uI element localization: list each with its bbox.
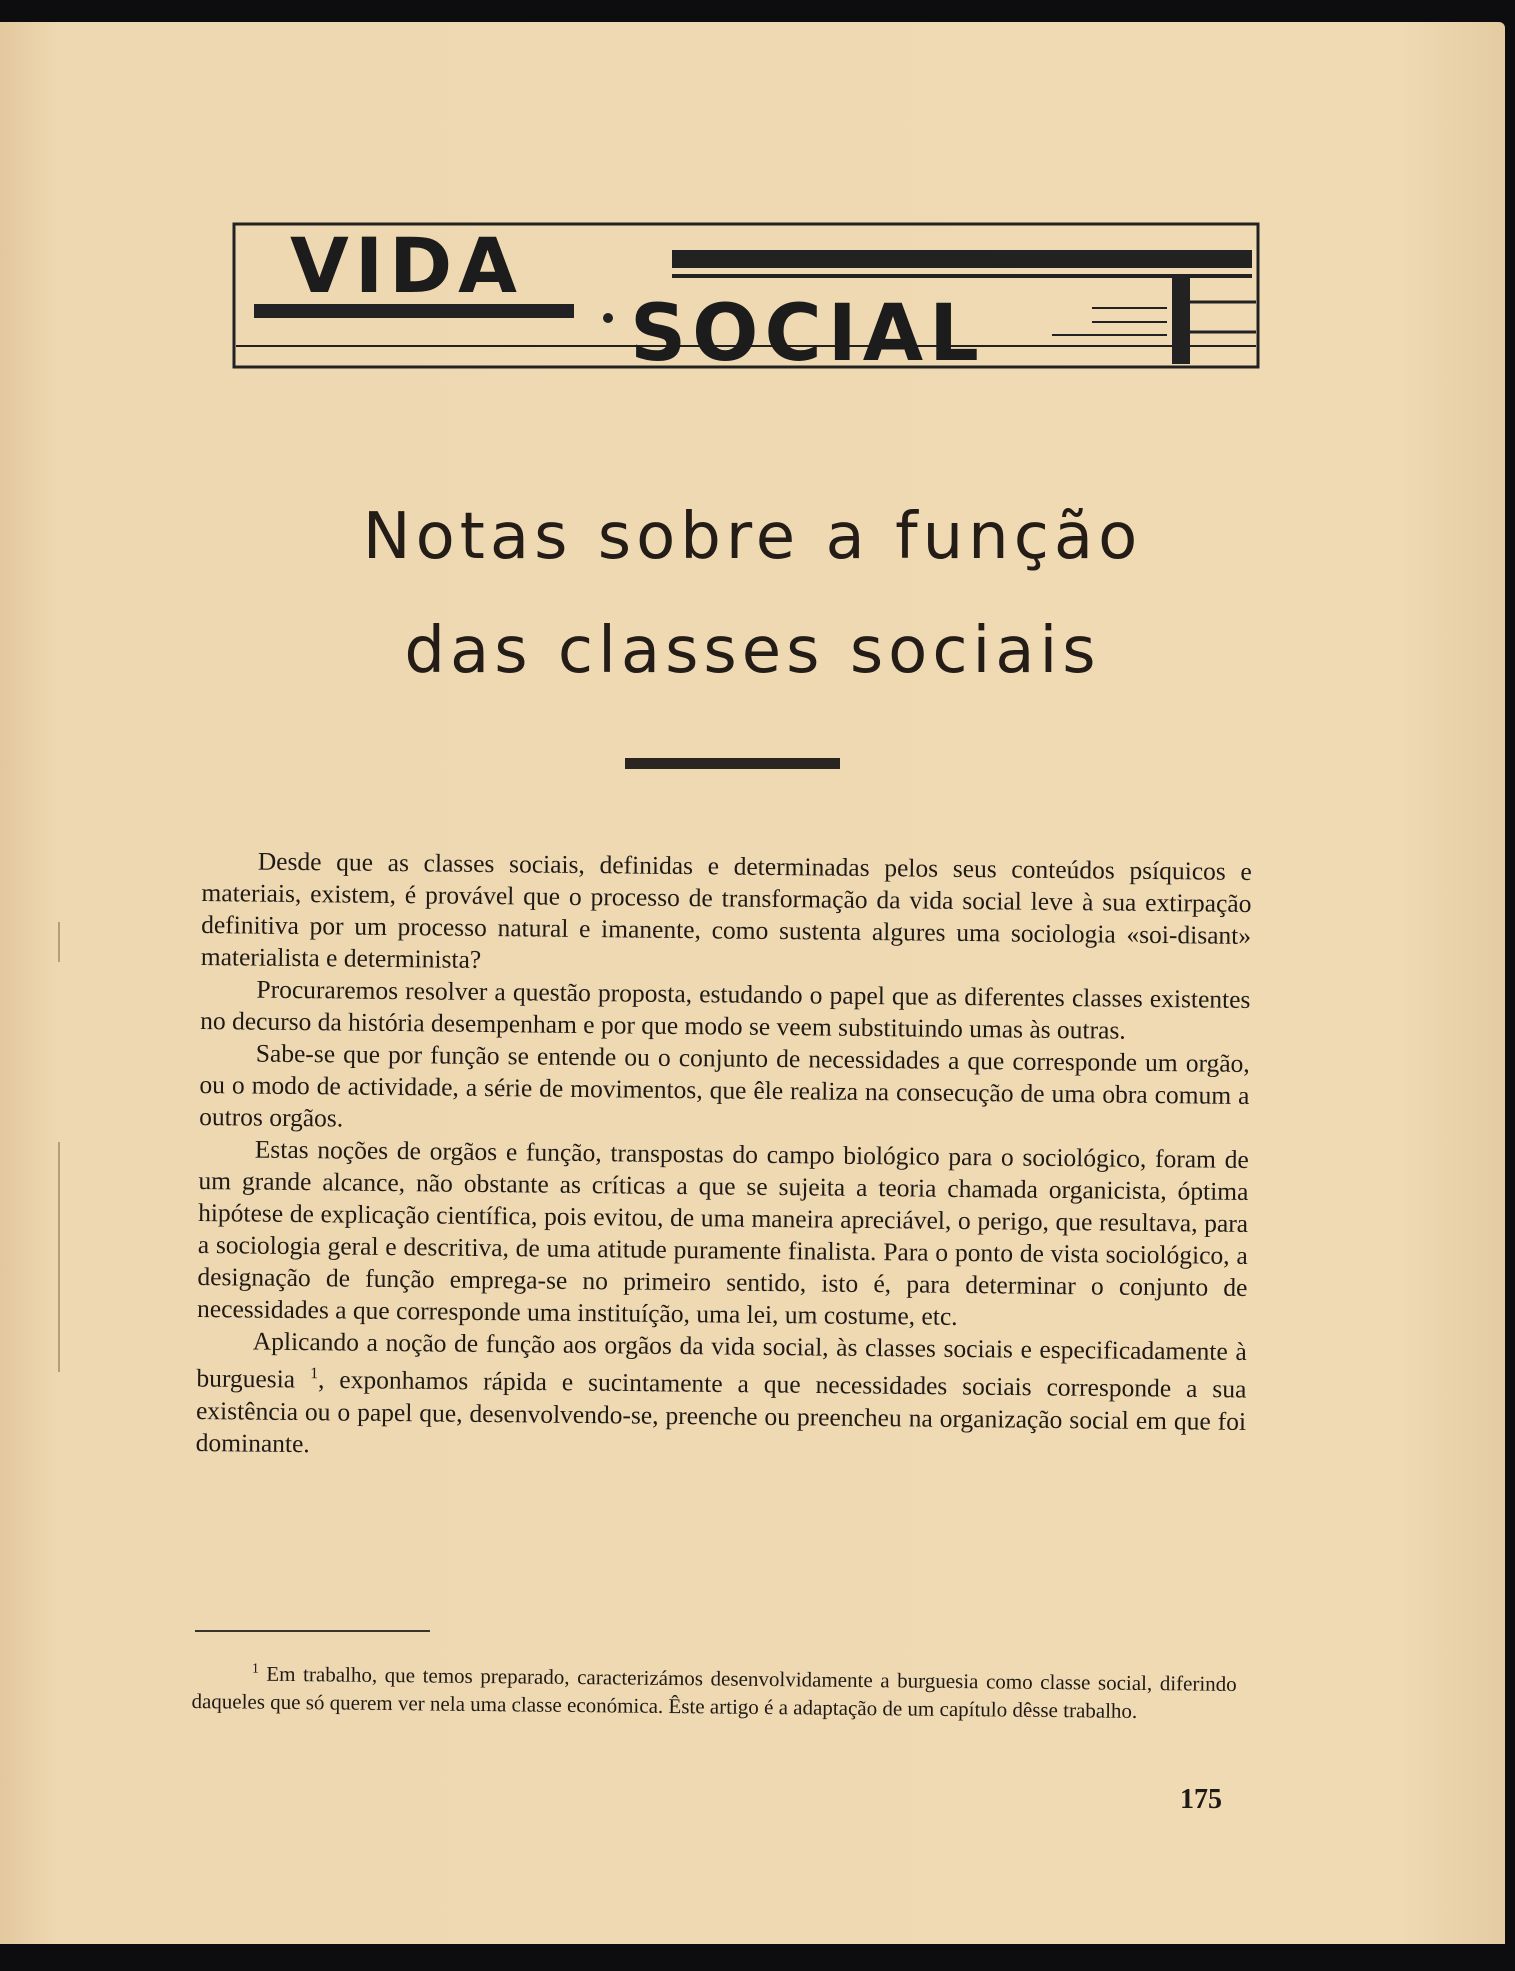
paragraph: Desde que as classes sociais, definidas e determinadas pelos seus conteúdos psíquicos e materiais, existem, é provável que o processo de transformação da vida social leve à sua extirpação definitiva por um processo natural e imanente, como sustenta algures uma sociologia «soi-disant» materialista e determinista? [200, 846, 1252, 974]
paragraph-text: , exponhamos rápida e sucintamente a que necessidades sociais corresponde a sua existência ou o papel que, desenvolvendo-se, preenche ou preencheu na organização social em que foi dominante. [195, 1364, 1247, 1458]
footnote-reference: 1 [310, 1365, 319, 1383]
paragraph: Procuraremos resolver a questão proposta, estudando o papel que as diferentes classes existentes no decurso da história desempenham e por que modo se veem substituindo umas às outras. [200, 974, 1251, 1045]
paragraph: Sabe-se que por função se entende ou o conjunto de necessidades a que corresponde um orgão, ou o modo de actividade, a série de movimentos, que êle realiza na consecução de uma obra comum a outros orgãos. [199, 1038, 1250, 1133]
section-header-frame [232, 222, 1262, 370]
paragraph-text: Aplicando a noção de função aos orgãos da vida social, às classes sociais e especificadamente à burguesia [196, 1326, 1247, 1394]
article-title-line1: Notas sobre a função [362, 500, 1143, 574]
magazine-page [0, 22, 1505, 1944]
footnote-divider [195, 1630, 430, 1632]
title-divider [625, 758, 840, 769]
paragraph: Estas noções de orgãos e função, transpostas do campo biológico para o sociológico, foram de um grande alcance, não obstante as críticas a que se sujeita a teoria chamada organicista, óptima hipótese de explicação científica, pois evitou, de uma maneira apreciável, o perigo, que resultava, para a sociologia geral e descritiva, de uma atitude puramente finalista. Para o ponto de vista sociológico, a designação de função emprega-se no primeiro sentido, isto é, para determinar o conjunto de necessidades a que corresponde uma instituíção, uma lei, um costume, etc. [196, 1134, 1249, 1331]
section-header-word2: SOCIAL [630, 289, 985, 370]
article-title-line2: das classes sociais [404, 614, 1101, 688]
footnote-marker: 1 [251, 1661, 259, 1677]
paragraph [196, 1325, 1247, 1469]
section-header [232, 222, 1262, 370]
footnote-text: Em trabalho, que temos preparado, caracterizámos desenvolvidamente a burguesia como classe social, diferindo daqueles que só querem ver nela uma classe económica. Êste artigo é a adaptação de um capítulo dêsse trabalho. [191, 1661, 1237, 1723]
section-header-word1: VIDA [290, 222, 523, 310]
binding-edge [58, 1142, 60, 1372]
footnote [191, 1655, 1237, 1726]
binding-edge [58, 922, 60, 962]
page-number: 175 [1180, 1784, 1222, 1815]
article-body [196, 845, 1252, 1469]
